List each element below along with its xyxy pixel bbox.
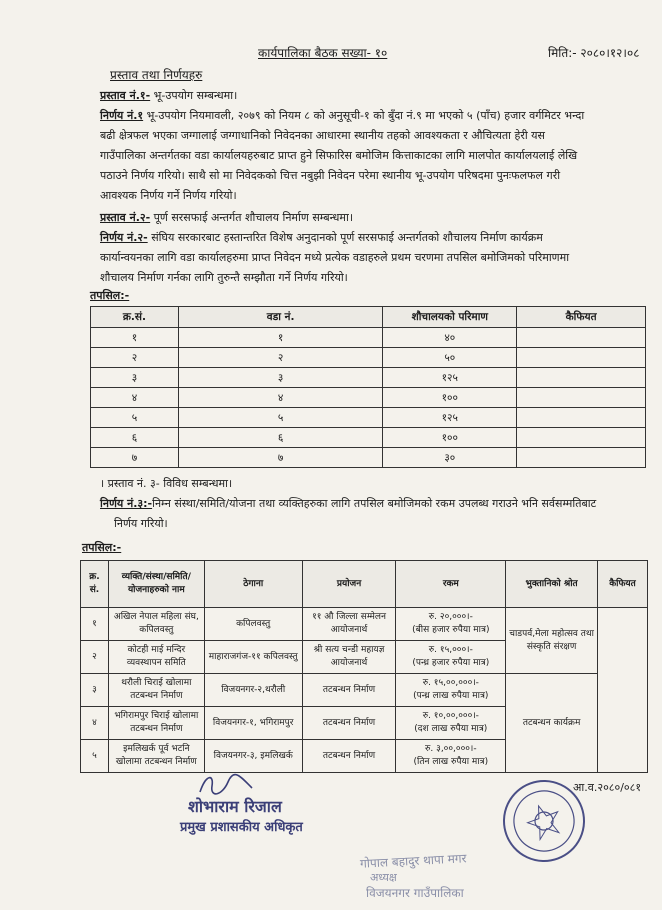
cell-name: भगिरामपुर चिराई खोलामा तटबन्धन निर्माण — [108, 707, 204, 740]
amount-figure: रु. २०,०००।- — [428, 612, 473, 622]
col-header-payment-source: भुक्तानिको श्रोत — [506, 561, 598, 608]
proposal-1-text: भू-उपयोग सम्बन्धमा। — [150, 89, 238, 102]
toilet-quantity-table — [90, 306, 646, 468]
amount-figure: रु. १५,००,०००।- — [422, 678, 479, 688]
cell-name: थरौली चिराई खोलामा तटबन्धन निर्माण — [108, 674, 204, 707]
col-header-quantity: शौचालयको परिमाण — [383, 307, 517, 328]
amount-words: (तिन लाख रुपैया मात्र) — [413, 757, 489, 767]
decision-1-line-3: गाउँपालिका अन्तर्गतका वडा कार्यालयहरुबाट प्राप्त हुने सिफारिस बमोजिम कित्ताकाटका लागि मालपोत कार्यालयलाई लेखि — [100, 149, 578, 162]
col-header-ward: वडा नं. — [178, 307, 383, 328]
proposal-2-text: पूर्ण सरसफाई अन्तर्गत शौचालय निर्माण सम्बन्धमा। — [150, 211, 354, 224]
decision-2-line-2: कार्यान्वयनका लागि वडा कार्यालहरुमा प्राप्त निवेदन मध्ये प्रत्येक वडाहरुले प्रथम चरणमा तपसिल बमोजिमको परिमाणमा — [100, 251, 570, 264]
cell-ward: ३ — [178, 368, 383, 388]
cell-quantity: १०० — [383, 428, 517, 448]
cell-remarks — [517, 448, 646, 468]
cell-address: विजयनगर-१, भगिरामपुर — [204, 707, 302, 740]
proposal-3 — [100, 474, 232, 494]
cell-ward: ४ — [178, 388, 383, 408]
chairperson-stamp-title: अध्यक्ष — [370, 871, 397, 884]
cell-quantity: १२५ — [383, 368, 517, 388]
cell-quantity: ४० — [383, 328, 517, 348]
amount-words: (पन्ध्र लाख रुपैया मात्र) — [413, 691, 489, 701]
cell-ward: ७ — [178, 448, 383, 468]
cell-sn: ४ — [81, 707, 109, 740]
cell-purpose: तटबन्धन निर्माण — [302, 740, 396, 773]
cell-sn: ५ — [81, 740, 109, 773]
cell-name: अखिल नेपाल महिला संघ, कपिलवस्तु — [108, 608, 204, 641]
decision-2-label: निर्णय नं.२- — [100, 231, 148, 244]
proposal-1-label: प्रस्ताव नं.१- — [100, 89, 151, 102]
document-title: कार्यपालिका बैठक सख्या- १० — [258, 46, 388, 60]
cell-purpose: ११ औ जिल्ला सम्मेलन आयोजनार्थ — [302, 608, 396, 641]
table-1-label: तपसिल:- — [90, 289, 130, 302]
cell-purpose: तटबन्धन निर्माण — [302, 707, 396, 740]
table-row — [91, 348, 646, 368]
amount-figure: रु. ३,००,०००।- — [425, 744, 477, 754]
signatory-name: शोभाराम रिजाल — [188, 797, 282, 816]
table-row — [91, 428, 646, 448]
cell-amount — [396, 608, 506, 641]
cell-amount — [396, 740, 506, 773]
cell-purpose: श्री सत्य चन्डी महायज्ञ आयोजनार्थ — [302, 641, 396, 674]
cell-purpose: तटबन्धन निर्माण — [302, 674, 396, 707]
chairperson-stamp-name: गोपाल बहादुर थापा मगर — [359, 851, 467, 871]
decision-2-line-1: संघिय सरकारबाट हस्तान्तरित विशेष अनुदानको पूर्ण सरसफाई अन्तर्गतको शौचालय निर्माण कार्यक्रम — [151, 231, 543, 244]
signatory-title: प्रमुख प्रशासकीय अधिकृत — [180, 820, 303, 835]
cell-address: माहाराजगंज-११ कपिलवस्तु — [204, 641, 302, 674]
amount-words: (पन्ध्र हजार रुपैया मात्र) — [412, 658, 490, 668]
cell-address: कपिलवस्तु — [204, 608, 302, 641]
table-row — [81, 608, 648, 641]
cell-address: विजयनगर-२,थरौली — [204, 674, 302, 707]
cell-quantity: १२५ — [383, 408, 517, 428]
cell-ward: २ — [178, 348, 383, 368]
col-header-remarks: कैफियत — [598, 561, 648, 608]
cell-sn: ३ — [81, 674, 109, 707]
cell-amount — [396, 707, 506, 740]
section-subheading: प्रस्ताव तथा निर्णयहरु — [110, 68, 203, 82]
cell-sn: ५ — [91, 408, 179, 428]
cell-quantity: १०० — [383, 388, 517, 408]
table-row — [91, 448, 646, 468]
cell-address: विजयनगर-३, इमलिखर्क — [204, 740, 302, 773]
cell-remarks — [598, 608, 648, 773]
decision-1-line-1: भू-उपयोग नियमावली, २०७९ को नियम ८ को अनुसूची-१ को बुँदा नं.९ मा भएको ५ (पाँच) हजार वर्गमिटर भन्दा — [143, 109, 585, 122]
cell-remarks — [517, 428, 646, 448]
decision-3-line-1: निम्न संस्था/समिति/योजना तथा व्यक्तिहरुका लागि तपसिल बमोजिमको रकम उपलब्ध गराउने भनि सर्वसम्मतिबाट — [152, 497, 597, 510]
col-header-sn: क्र.सं. — [91, 307, 179, 328]
amount-words: (दश लाख रुपैया मात्र) — [414, 724, 488, 734]
cell-ward: १ — [178, 328, 383, 348]
cell-remarks — [517, 328, 646, 348]
proposal-2-label: प्रस्ताव नं.२- — [100, 211, 151, 224]
cell-sn: २ — [91, 348, 179, 368]
cell-sn: १ — [91, 328, 179, 348]
cell-sn: ३ — [91, 368, 179, 388]
decision-1-line-5: आवश्यक निर्णय गर्ने निर्णय गरियो। — [100, 189, 237, 202]
col-header-remarks: कैफियत — [517, 307, 646, 328]
table-row — [91, 408, 646, 428]
decision-1-line-4: पठाउने निर्णय गरियो। साथै सो मा निवेदकको चित्त नबुझी निवेदन परेमा स्थानीय भू-उपयोग परिषदमा पुनःफलफल गरी — [100, 169, 561, 182]
cell-sn: ६ — [91, 428, 179, 448]
document-date: मिति:- २०८०।१२।०८ — [548, 46, 640, 60]
table-row — [91, 328, 646, 348]
decision-3 — [100, 494, 656, 534]
cell-sn: २ — [81, 641, 109, 674]
cell-ward: ५ — [178, 408, 383, 428]
cell-ward: ६ — [178, 428, 383, 448]
cell-remarks — [517, 368, 646, 388]
cell-payment-source: चाडपर्व,मेला महोत्सव तथा संस्कृति संरक्षण — [506, 608, 598, 674]
cell-amount — [396, 641, 506, 674]
decision-2 — [100, 228, 656, 288]
cell-sn: ४ — [91, 388, 179, 408]
table-header-row — [81, 561, 648, 608]
cell-remarks — [517, 388, 646, 408]
cell-sn: ७ — [91, 448, 179, 468]
cell-name: कोटही माई मन्दिर व्यवस्थापन समिति — [108, 641, 204, 674]
cell-quantity: ३० — [383, 448, 517, 468]
cell-quantity: ५० — [383, 348, 517, 368]
cell-remarks — [517, 408, 646, 428]
cell-payment-source: तटबन्धन कार्यक्रम — [506, 674, 598, 773]
amount-words: (बीस हजार रुपैया मात्र) — [412, 625, 490, 635]
table-2-label: तपसिल:- — [82, 541, 122, 554]
seal-fiscal-year: आ.व.२०८०/०८१ — [573, 781, 642, 794]
table-row — [91, 388, 646, 408]
decision-1 — [100, 106, 656, 206]
col-header-purpose: प्रयोजन — [302, 561, 396, 608]
table-row — [81, 674, 648, 707]
table-row — [91, 368, 646, 388]
decision-1-line-2: बढी क्षेत्रफल भएका जग्गालाई जग्गाधानिको निवेदनका आधारमा स्थानीय तहको आवश्यकता र औचित्यता हेरी यस — [100, 129, 545, 142]
amount-figure: रु. १५,०००।- — [428, 645, 473, 655]
decision-3-label: निर्णय नं.३:- — [100, 497, 153, 510]
decision-3-line-2: निर्णय गरियो। — [114, 517, 168, 530]
amount-figure: रु. १०,००,०००।- — [422, 711, 479, 721]
col-header-address: ठेगाना — [204, 561, 302, 608]
cell-remarks — [517, 348, 646, 368]
proposal-2 — [100, 208, 353, 228]
decision-1-label: निर्णय नं.१ — [100, 109, 144, 122]
table-header-row — [91, 307, 646, 328]
proposal-1 — [100, 86, 237, 106]
cell-amount — [396, 674, 506, 707]
signature-scribble-icon — [196, 770, 256, 798]
cell-name: इमलिखर्क पूर्व भटनि खोलामा तटबन्धन निर्माण — [108, 740, 204, 773]
col-header-amount: रकम — [396, 561, 506, 608]
decision-2-line-3: शौचालय निर्माण गर्नका लागि तुरुन्तै सम्झौता गर्ने निर्णय गरियो। — [100, 271, 348, 284]
proposal-3-label: । प्रस्ताव नं. ३- — [100, 477, 160, 490]
col-header-name: व्यक्ति/संस्था/समिति/ योजनाहरुको नाम — [108, 561, 204, 608]
proposal-3-text: विविध सम्बन्धमा। — [159, 477, 233, 490]
col-header-sn: क्र. सं. — [81, 561, 109, 608]
grant-allocation-table — [80, 560, 648, 773]
chairperson-stamp-office: विजयनगर गाउँपालिका — [366, 886, 464, 900]
cell-sn: १ — [81, 608, 109, 641]
